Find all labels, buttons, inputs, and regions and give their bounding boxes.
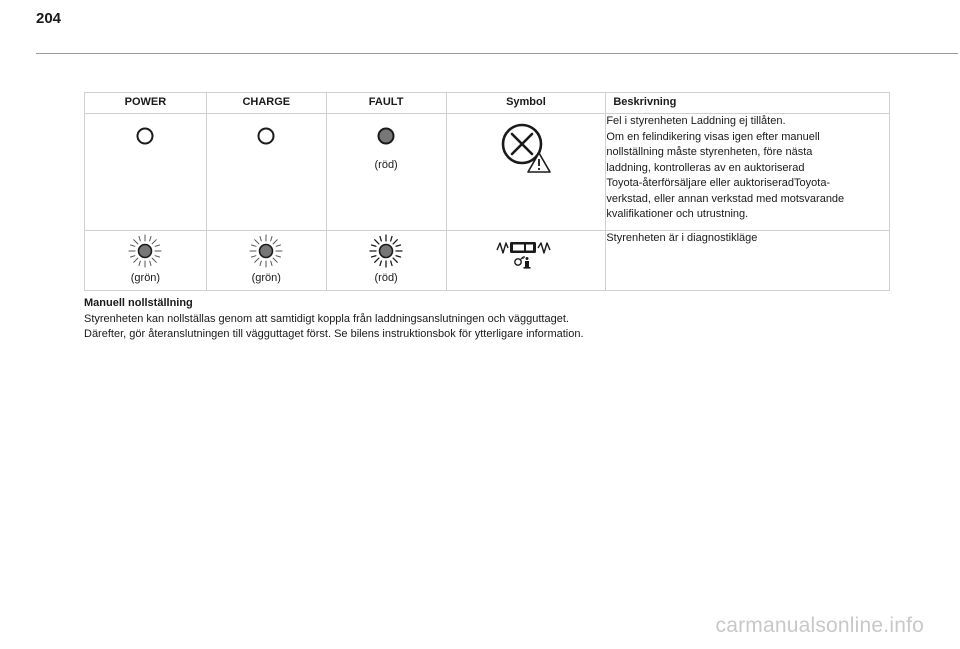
- lamp-flashing-icon: [248, 233, 284, 269]
- section-title: Manuell nollställning: [84, 297, 193, 309]
- table-row: [85, 114, 890, 231]
- power-cell: [85, 231, 207, 291]
- description-cell: [606, 114, 890, 231]
- header-symbol: Symbol: [446, 93, 606, 114]
- page-number: 204: [36, 10, 62, 27]
- fault-color-label: (röd): [374, 159, 398, 171]
- charge-cell: [206, 231, 326, 291]
- description-line: Fel i styrenheten Laddning ej tillåten.: [606, 115, 786, 127]
- table-row: [85, 231, 890, 291]
- manual-reset-section: [84, 296, 904, 343]
- description-line: kvalifikationer och utrustning.: [606, 208, 749, 220]
- charge-cell: [206, 114, 326, 231]
- body-text: Därefter, gör återanslutningen till vägguttaget först. Se bilens instruktionsbok för ytterligare information.: [84, 328, 584, 340]
- description-line: Toyota-återförsäljare eller auktoriseradToyota-: [606, 177, 831, 189]
- header-power: POWER: [85, 93, 207, 114]
- charge-color-label: (grön): [251, 272, 281, 284]
- header-divider: [36, 53, 958, 54]
- description-line: Styrenheten är i diagnostikläge: [606, 232, 758, 244]
- description-line: laddning, kontrolleras av en auktoriserad: [606, 161, 805, 174]
- description-line: verkstad, eller annan verkstad med motsvarande: [606, 192, 845, 205]
- lamp-on-icon: [377, 127, 395, 145]
- header-fault: FAULT: [326, 93, 446, 114]
- fault-color-label: (röd): [374, 272, 398, 284]
- symbol-cell: [446, 114, 606, 231]
- symbol-cell: [446, 231, 606, 291]
- watermark: carmanualsonline.info: [715, 614, 924, 637]
- body-text: Styrenheten kan nollställas genom att samtidigt koppla från laddningsanslutningen och vägguttaget.: [84, 312, 569, 325]
- fault-cell: [326, 114, 446, 231]
- table-header-row: [85, 93, 890, 114]
- indicator-table: [84, 92, 890, 291]
- fault-x-warning-icon: [498, 120, 554, 176]
- lamp-off-icon: [257, 127, 275, 145]
- diagnostic-mode-icon: [495, 240, 557, 270]
- description-line: Om en felindikering visas igen efter manuell: [606, 130, 820, 143]
- header-description: Beskrivning: [606, 93, 890, 114]
- header-charge: CHARGE: [206, 93, 326, 114]
- power-color-label: (grön): [130, 272, 161, 284]
- description-line: nollställning måste styrenheten, före nästa: [606, 146, 813, 158]
- lamp-off-icon: [136, 127, 154, 145]
- power-cell: [85, 114, 207, 231]
- lamp-flashing-icon: [368, 233, 404, 269]
- lamp-flashing-icon: [127, 233, 163, 269]
- description-cell: [606, 231, 890, 291]
- fault-cell: [326, 231, 446, 291]
